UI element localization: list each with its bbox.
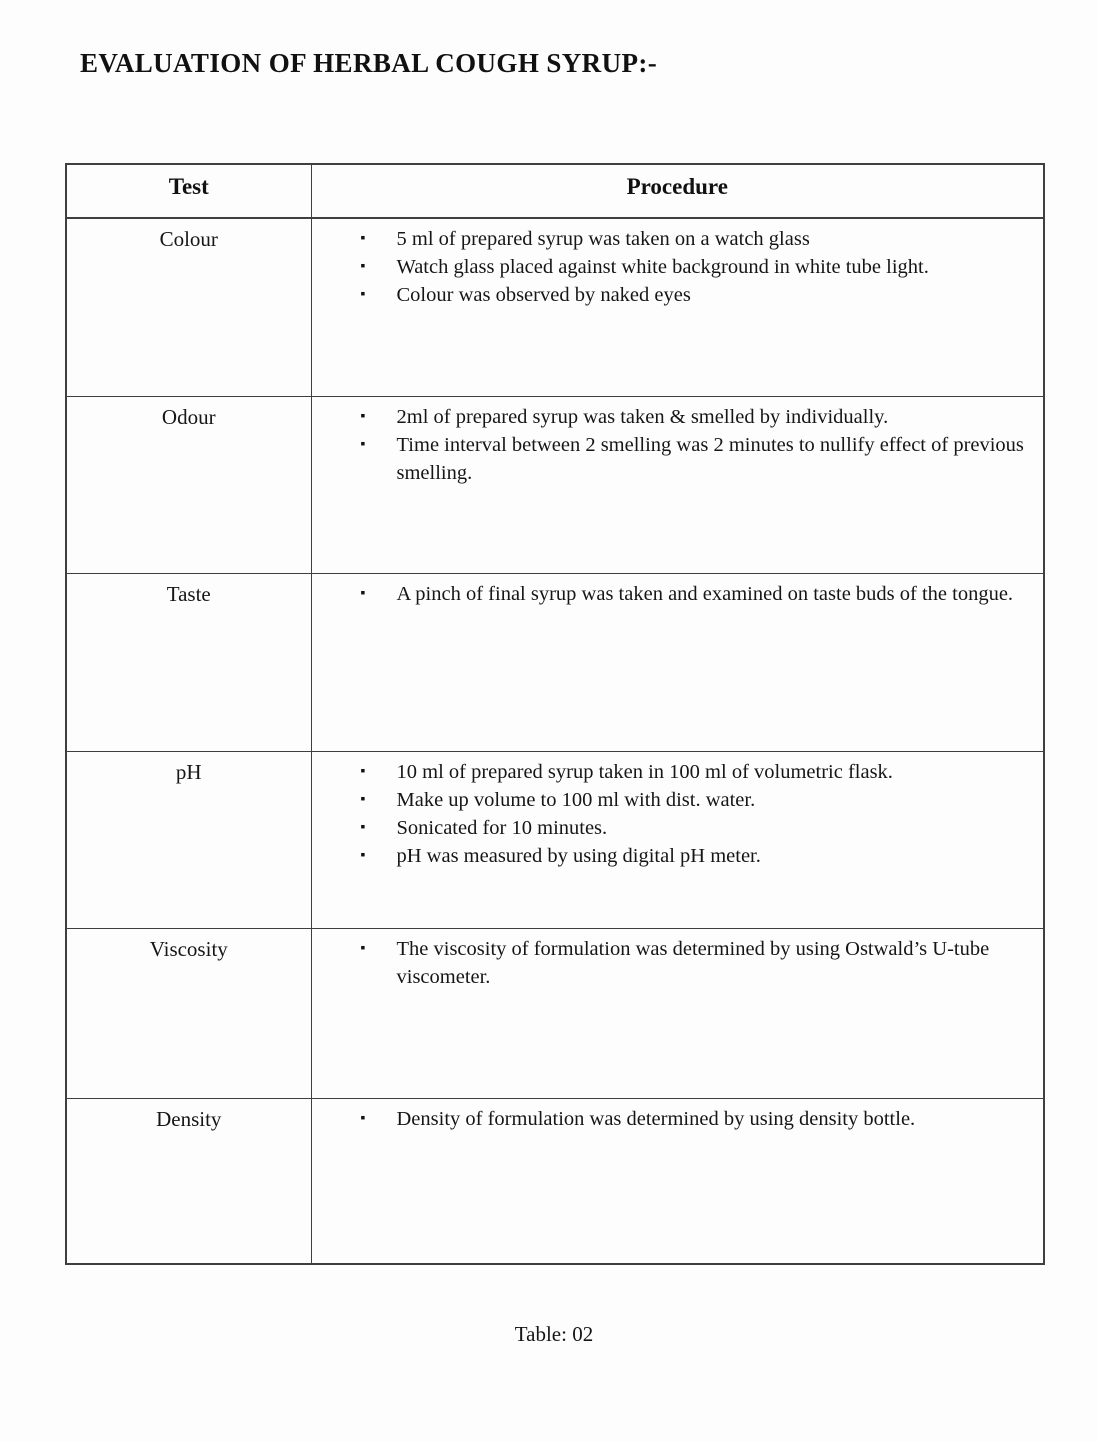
procedure-step: ▪ Time interval between 2 smelling was 2 minutes to nullify effect of previous smelling. <box>397 431 1026 487</box>
procedure-cell <box>311 218 1044 396</box>
procedure-cell <box>311 928 1044 1098</box>
column-header-test: Test <box>66 164 311 218</box>
procedure-step: ▪ Density of formulation was determined by using density bottle. <box>397 1105 1026 1133</box>
procedure-steps <box>312 1105 1026 1133</box>
table-row-odour <box>66 396 1044 573</box>
test-name: Taste <box>66 573 311 751</box>
procedure-step: ▪ 10 ml of prepared syrup taken in 100 ml of volumetric flask. <box>397 758 1026 786</box>
procedure-step: ▪ Colour was observed by naked eyes <box>397 281 1026 309</box>
table-row-colour <box>66 218 1044 396</box>
procedure-step: ▪ 2ml of prepared syrup was taken & smelled by individually. <box>397 403 1026 431</box>
test-name: Odour <box>66 396 311 573</box>
test-name: Colour <box>66 218 311 396</box>
procedure-steps <box>312 225 1026 309</box>
procedure-step: ▪ A pinch of final syrup was taken and examined on taste buds of the tongue. <box>397 580 1026 608</box>
procedure-step: ▪ Watch glass placed against white background in white tube light. <box>397 253 1026 281</box>
test-name: Viscosity <box>66 928 311 1098</box>
procedure-step: ▪ The viscosity of formulation was determined by using Ostwald’s U-tube viscometer. <box>397 935 1026 991</box>
table-row-ph <box>66 751 1044 928</box>
procedure-cell <box>311 396 1044 573</box>
table-row-density <box>66 1098 1044 1264</box>
procedure-steps <box>312 580 1026 608</box>
procedure-cell <box>311 573 1044 751</box>
table-header-row <box>66 164 1044 218</box>
table-row-taste <box>66 573 1044 751</box>
procedure-steps <box>312 935 1026 991</box>
procedure-step: ▪ Sonicated for 10 minutes. <box>397 814 1026 842</box>
procedure-steps <box>312 758 1026 870</box>
procedure-steps <box>312 403 1026 487</box>
procedure-step: ▪ 5 ml of prepared syrup was taken on a watch glass <box>397 225 1026 253</box>
procedure-cell <box>311 1098 1044 1264</box>
table-row-viscosity <box>66 928 1044 1098</box>
procedure-step: ▪ pH was measured by using digital pH meter. <box>397 842 1026 870</box>
page-title: EVALUATION OF HERBAL COUGH SYRUP:- <box>80 48 658 78</box>
procedure-cell <box>311 751 1044 928</box>
procedure-step: ▪ Make up volume to 100 ml with dist. water. <box>397 786 1026 814</box>
test-name: pH <box>66 751 311 928</box>
column-header-procedure: Procedure <box>311 164 1044 218</box>
evaluation-table <box>65 163 1045 1265</box>
table-caption: Table: 02 <box>514 1322 594 1346</box>
test-name: Density <box>66 1098 311 1264</box>
